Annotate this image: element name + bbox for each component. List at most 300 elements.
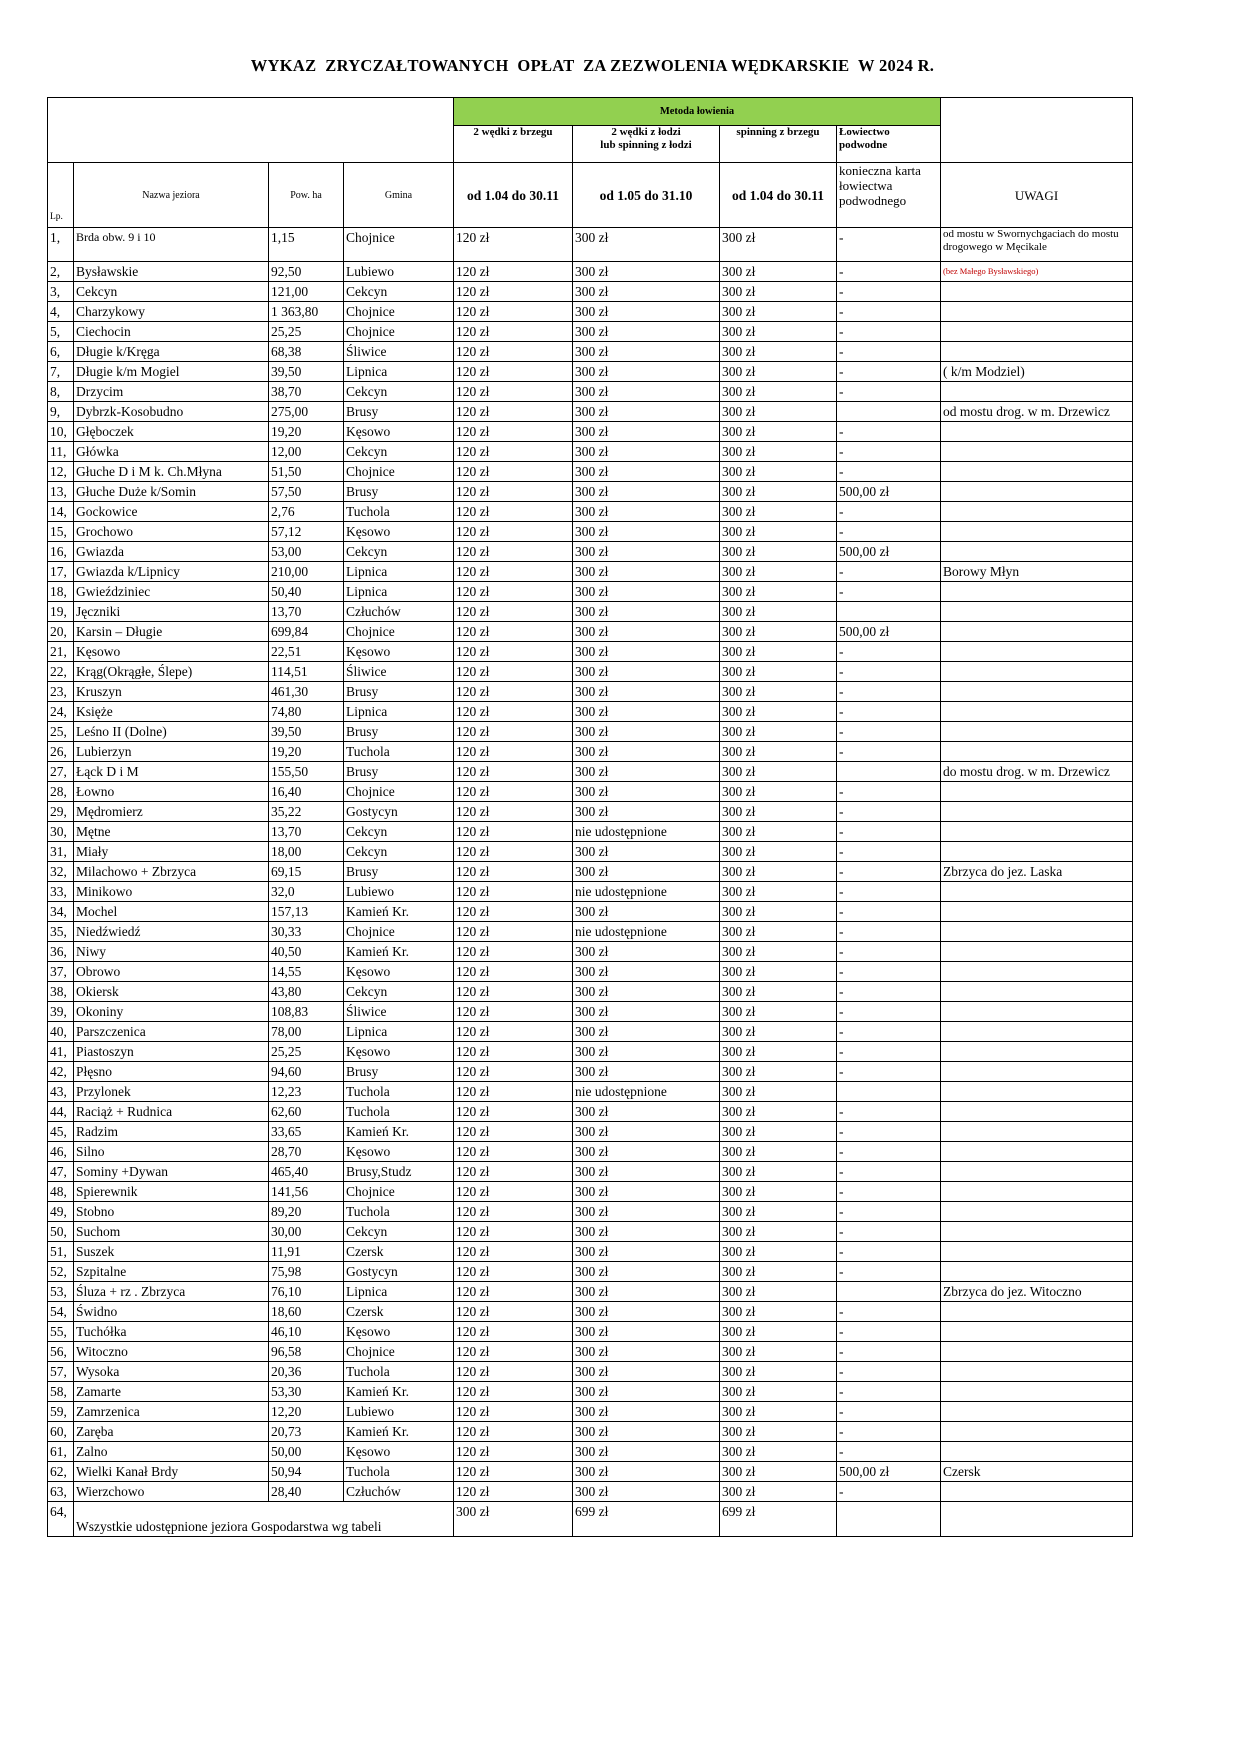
fee-boat-cell: nie udostępnione	[573, 822, 720, 842]
commune-cell: Czersk	[344, 1242, 454, 1262]
remarks-cell	[941, 982, 1133, 1002]
table-row	[48, 342, 1133, 362]
commune-cell: Człuchów	[344, 1482, 454, 1502]
fee-spinning-cell: 300 zł	[720, 228, 837, 262]
fees-table	[47, 97, 1133, 1537]
remarks-cell	[941, 1002, 1133, 1022]
area-cell: 157,13	[269, 902, 344, 922]
remarks-cell	[941, 322, 1133, 342]
fee-spinning-cell: 300 zł	[720, 1082, 837, 1102]
fee-shore-cell: 120 zł	[454, 562, 573, 582]
lake-name-cell: Drzycim	[74, 382, 269, 402]
fee-shore-cell: 120 zł	[454, 522, 573, 542]
remarks-cell	[941, 922, 1133, 942]
lp-cell: 45,	[48, 1122, 74, 1142]
lp-cell: 14,	[48, 502, 74, 522]
lp-cell: 18,	[48, 582, 74, 602]
fee-spinning-cell: 300 zł	[720, 1202, 837, 1222]
fee-shore-cell: 120 zł	[454, 1162, 573, 1182]
fee-spinning-cell: 300 zł	[720, 642, 837, 662]
remarks-cell	[941, 302, 1133, 322]
fee-boat-cell: 300 zł	[573, 1102, 720, 1122]
table-row	[48, 1162, 1133, 1182]
lp-cell: 21,	[48, 642, 74, 662]
fee-boat-cell: 300 zł	[573, 502, 720, 522]
area-cell: 53,00	[269, 542, 344, 562]
lake-name-cell: Parszczenica	[74, 1022, 269, 1042]
fee-boat-cell: 300 zł	[573, 462, 720, 482]
fee-underwater-cell: 500,00 zł	[837, 542, 941, 562]
fee-boat-cell: 300 zł	[573, 862, 720, 882]
area-cell: 11,91	[269, 1242, 344, 1262]
fee-underwater-cell: -	[837, 862, 941, 882]
remarks-cell	[941, 642, 1133, 662]
fee-boat-cell: 300 zł	[573, 482, 720, 502]
fee-shore-cell: 120 zł	[454, 922, 573, 942]
fee-underwater-cell: -	[837, 302, 941, 322]
fee-boat-cell: 300 zł	[573, 1242, 720, 1262]
lp-cell: 6,	[48, 342, 74, 362]
fee-shore-cell: 120 zł	[454, 342, 573, 362]
fee-boat-cell: 300 zł	[573, 422, 720, 442]
fee-boat-cell: 300 zł	[573, 228, 720, 262]
remarks-cell	[941, 482, 1133, 502]
remarks-cell	[941, 1102, 1133, 1122]
lake-name-cell: Leśno II (Dolne)	[74, 722, 269, 742]
area-cell: 89,20	[269, 1202, 344, 1222]
lp-cell: 23,	[48, 682, 74, 702]
fee-spinning-cell: 300 zł	[720, 322, 837, 342]
fee-boat-cell: 300 zł	[573, 1462, 720, 1482]
lake-name-cell: Mędromierz	[74, 802, 269, 822]
remarks-cell	[941, 882, 1133, 902]
fee-spinning-cell: 300 zł	[720, 1462, 837, 1482]
fee-boat-cell: 300 zł	[573, 982, 720, 1002]
table-row	[48, 882, 1133, 902]
fee-underwater-cell: -	[837, 722, 941, 742]
fee-spinning-cell: 300 zł	[720, 962, 837, 982]
fee-underwater-cell: -	[837, 1382, 941, 1402]
lp-cell: 59,	[48, 1402, 74, 1422]
lp-cell: 24,	[48, 702, 74, 722]
fee-spinning-cell: 300 zł	[720, 1122, 837, 1142]
fee-shore-cell: 120 zł	[454, 662, 573, 682]
fee-shore-cell: 120 zł	[454, 362, 573, 382]
fee-spinning-cell: 300 zł	[720, 1482, 837, 1502]
commune-cell: Cekcyn	[344, 282, 454, 302]
area-cell: 96,58	[269, 1342, 344, 1362]
fee-spinning-cell: 300 zł	[720, 1162, 837, 1182]
area-cell: 19,20	[269, 742, 344, 762]
lp-cell: 46,	[48, 1142, 74, 1162]
fee-boat-cell: 300 zł	[573, 522, 720, 542]
fee-underwater-cell: -	[837, 1022, 941, 1042]
lake-name-cell: Radzim	[74, 1122, 269, 1142]
remarks-cell	[941, 1322, 1133, 1342]
remarks-cell	[941, 1162, 1133, 1182]
lp-cell: 34,	[48, 902, 74, 922]
commune-cell: Cekcyn	[344, 842, 454, 862]
remarks-cell	[941, 682, 1133, 702]
fee-boat-cell: 300 zł	[573, 582, 720, 602]
remarks-cell	[941, 1202, 1133, 1222]
table-row	[48, 1202, 1133, 1222]
fee-underwater-cell: -	[837, 802, 941, 822]
table-row	[48, 602, 1133, 622]
lake-name-cell: Przylonek	[74, 1082, 269, 1102]
table-row	[48, 1462, 1133, 1482]
table-row	[48, 962, 1133, 982]
remarks-cell	[941, 282, 1133, 302]
fee-underwater-cell: -	[837, 1042, 941, 1062]
fee-spinning-cell: 300 zł	[720, 302, 837, 322]
fee-shore-cell: 120 zł	[454, 382, 573, 402]
fee-boat-cell: nie udostępnione	[573, 1082, 720, 1102]
fee-boat-cell: 300 zł	[573, 1122, 720, 1142]
fee-underwater-cell	[837, 1282, 941, 1302]
remarks-cell: od mostu drog. w m. Drzewicz	[941, 402, 1133, 422]
commune-cell: Brusy	[344, 1062, 454, 1082]
fee-shore-cell: 120 zł	[454, 702, 573, 722]
fee-underwater-cell	[837, 762, 941, 782]
commune-cell: Kęsowo	[344, 422, 454, 442]
fee-underwater-cell: 500,00 zł	[837, 482, 941, 502]
fee-boat-cell: 300 zł	[573, 622, 720, 642]
fee-underwater-cell: -	[837, 582, 941, 602]
fee-boat-cell: 300 zł	[573, 722, 720, 742]
lake-name-cell: Krąg(Okrągłe, Ślepe)	[74, 662, 269, 682]
table-row	[48, 382, 1133, 402]
fee-spinning-cell: 300 zł	[720, 862, 837, 882]
commune-cell: Kęsowo	[344, 522, 454, 542]
lake-name-cell: Witoczno	[74, 1342, 269, 1362]
fee-boat-cell: 300 zł	[573, 782, 720, 802]
fee-boat-cell: 300 zł	[573, 1262, 720, 1282]
lake-name-cell: Suchom	[74, 1222, 269, 1242]
lp-cell: 1,	[48, 228, 74, 262]
area-cell: 38,70	[269, 382, 344, 402]
lp-cell: 25,	[48, 722, 74, 742]
fee-shore-cell: 120 zł	[454, 1002, 573, 1022]
area-cell: 68,38	[269, 342, 344, 362]
area-cell: 22,51	[269, 642, 344, 662]
table-row	[48, 302, 1133, 322]
fee-underwater-cell: -	[837, 1362, 941, 1382]
fee-underwater-cell: -	[837, 522, 941, 542]
area-cell: 39,50	[269, 362, 344, 382]
remarks-cell	[941, 1242, 1133, 1262]
fee-shore-cell: 120 zł	[454, 882, 573, 902]
fee-underwater-cell	[837, 1082, 941, 1102]
lake-name-cell: Zamarte	[74, 1382, 269, 1402]
area-cell: 18,60	[269, 1302, 344, 1322]
remarks-cell	[941, 902, 1133, 922]
commune-cell: Lubiewo	[344, 262, 454, 282]
commune-cell: Tuchola	[344, 1082, 454, 1102]
fee-shore-cell: 120 zł	[454, 1142, 573, 1162]
commune-cell: Kęsowo	[344, 1442, 454, 1462]
header-row-columns	[48, 163, 1133, 228]
fee-spinning-cell: 300 zł	[720, 1062, 837, 1082]
commune-header: Gmina	[344, 163, 454, 228]
remarks-cell	[941, 442, 1133, 462]
table-row	[48, 702, 1133, 722]
fee-spinning-cell: 300 zł	[720, 622, 837, 642]
commune-cell: Śliwice	[344, 1002, 454, 1022]
fee-spinning-cell: 300 zł	[720, 382, 837, 402]
fee-underwater-cell: -	[837, 1002, 941, 1022]
fee-underwater-cell: -	[837, 1302, 941, 1322]
remarks-cell	[941, 722, 1133, 742]
lake-name-cell: Mochel	[74, 902, 269, 922]
commune-cell: Kęsowo	[344, 1322, 454, 1342]
commune-cell: Chojnice	[344, 1182, 454, 1202]
period-3: od 1.04 do 30.11	[720, 163, 837, 228]
commune-cell: Brusy	[344, 762, 454, 782]
remarks-cell	[941, 742, 1133, 762]
area-cell: 50,40	[269, 582, 344, 602]
lake-name-cell: Piastoszyn	[74, 1042, 269, 1062]
lp-cell: 49,	[48, 1202, 74, 1222]
remarks-cell	[941, 342, 1133, 362]
fee-underwater-cell: 500,00 zł	[837, 622, 941, 642]
table-row	[48, 442, 1133, 462]
fee-spinning-cell: 300 zł	[720, 702, 837, 722]
lp-cell: 26,	[48, 742, 74, 762]
fee-spinning-cell: 300 zł	[720, 422, 837, 442]
fee-underwater-cell: -	[837, 702, 941, 722]
fee-underwater-cell: -	[837, 642, 941, 662]
fee-boat-cell: 300 zł	[573, 1002, 720, 1022]
area-cell: 53,30	[269, 1382, 344, 1402]
fee-spinning-cell: 300 zł	[720, 1022, 837, 1042]
lake-name-cell: Lubierzyn	[74, 742, 269, 762]
lp-cell: 16,	[48, 542, 74, 562]
lp-cell: 33,	[48, 882, 74, 902]
period-1: od 1.04 do 30.11	[454, 163, 573, 228]
commune-cell: Kęsowo	[344, 1042, 454, 1062]
fee-boat-cell: 300 zł	[573, 702, 720, 722]
fee-underwater-cell: -	[837, 1262, 941, 1282]
lp-cell: 32,	[48, 862, 74, 882]
table-row	[48, 582, 1133, 602]
lp-cell: 13,	[48, 482, 74, 502]
fee-shore-cell: 120 zł	[454, 282, 573, 302]
fee-spinning-cell: 300 zł	[720, 1042, 837, 1062]
area-cell: 57,12	[269, 522, 344, 542]
table-row	[48, 982, 1133, 1002]
area-cell: 35,22	[269, 802, 344, 822]
fee-shore-cell: 120 zł	[454, 1462, 573, 1482]
fee-underwater-cell: -	[837, 1442, 941, 1462]
fee-spinning-cell: 300 zł	[720, 722, 837, 742]
fee-boat-cell: 300 zł	[573, 1022, 720, 1042]
lp-cell: 53,	[48, 1282, 74, 1302]
lake-name-cell: Wierzchowo	[74, 1482, 269, 1502]
fee-boat-cell: 300 zł	[573, 802, 720, 822]
lp-cell: 42,	[48, 1062, 74, 1082]
area-cell: 1 363,80	[269, 302, 344, 322]
lake-name-cell: Ciechocin	[74, 322, 269, 342]
lake-name-cell: Obrowo	[74, 962, 269, 982]
commune-cell: Chojnice	[344, 228, 454, 262]
fee-boat-cell: 300 zł	[573, 662, 720, 682]
table-row	[48, 802, 1133, 822]
fee-boat-cell: 300 zł	[573, 362, 720, 382]
table-row	[48, 262, 1133, 282]
fee-underwater-cell: -	[837, 1482, 941, 1502]
fee-underwater-cell: -	[837, 442, 941, 462]
fee-underwater-cell: -	[837, 1422, 941, 1442]
area-cell: 69,15	[269, 862, 344, 882]
fee-underwater-cell: -	[837, 1162, 941, 1182]
table-row	[48, 842, 1133, 862]
fee-boat-cell: 300 zł	[573, 442, 720, 462]
table-row	[48, 1242, 1133, 1262]
fee-shore-cell: 120 zł	[454, 442, 573, 462]
fee-boat-cell: 300 zł	[573, 1302, 720, 1322]
fee-boat-cell: 300 zł	[573, 322, 720, 342]
table-row	[48, 1402, 1133, 1422]
area-cell: 18,00	[269, 842, 344, 862]
fee-underwater-cell: -	[837, 682, 941, 702]
fee-boat-cell: 300 zł	[573, 942, 720, 962]
fee-spinning-cell: 300 zł	[720, 1262, 837, 1282]
commune-cell: Cekcyn	[344, 382, 454, 402]
fee-boat-cell: 300 zł	[573, 342, 720, 362]
remarks-cell	[941, 462, 1133, 482]
area-cell: 155,50	[269, 762, 344, 782]
fee-underwater-cell: -	[837, 922, 941, 942]
remarks-cell	[941, 962, 1133, 982]
fee-boat-cell: 300 zł	[573, 542, 720, 562]
remarks-cell	[941, 1042, 1133, 1062]
remarks-cell	[941, 502, 1133, 522]
fee-shore-cell: 120 zł	[454, 402, 573, 422]
remarks-cell	[941, 1122, 1133, 1142]
lp-cell: 60,	[48, 1422, 74, 1442]
area-cell: 12,20	[269, 1402, 344, 1422]
header-row-method	[48, 98, 1133, 126]
fee-spinning-cell: 300 zł	[720, 742, 837, 762]
table-row	[48, 1482, 1133, 1502]
fee-spinning-cell: 300 zł	[720, 602, 837, 622]
commune-cell: Brusy,Studz	[344, 1162, 454, 1182]
fee-shore-cell: 120 zł	[454, 322, 573, 342]
fee-spinning-cell: 300 zł	[720, 342, 837, 362]
table-row	[48, 742, 1133, 762]
lp-cell: 55,	[48, 1322, 74, 1342]
fee-underwater-cell: -	[837, 502, 941, 522]
area-cell: 74,80	[269, 702, 344, 722]
table-row	[48, 502, 1133, 522]
fee-spinning-cell: 300 zł	[720, 442, 837, 462]
area-cell: 465,40	[269, 1162, 344, 1182]
area-cell: 210,00	[269, 562, 344, 582]
area-cell: 114,51	[269, 662, 344, 682]
fee-boat-cell: 300 zł	[573, 1342, 720, 1362]
table-row	[48, 422, 1133, 442]
lp-cell: 43,	[48, 1082, 74, 1102]
area-cell: 28,70	[269, 1142, 344, 1162]
fee-spinning-cell: 300 zł	[720, 902, 837, 922]
remarks-cell	[941, 822, 1133, 842]
lp-cell: 50,	[48, 1222, 74, 1242]
fee-boat-cell: nie udostępnione	[573, 882, 720, 902]
fee-underwater-cell: -	[837, 1182, 941, 1202]
area-cell: 78,00	[269, 1022, 344, 1042]
commune-cell: Brusy	[344, 482, 454, 502]
lake-name-cell: Gockowice	[74, 502, 269, 522]
area-cell: 30,00	[269, 1222, 344, 1242]
lp-cell: 4,	[48, 302, 74, 322]
lake-name-cell: Księże	[74, 702, 269, 722]
lp-cell: 41,	[48, 1042, 74, 1062]
fee-shore-cell: 120 zł	[454, 482, 573, 502]
fee-underwater-cell: 500,00 zł	[837, 1462, 941, 1482]
remarks-cell	[941, 1402, 1133, 1422]
fee-spinning-cell: 300 zł	[720, 1382, 837, 1402]
lp-cell: 7,	[48, 362, 74, 382]
remarks-cell: Zbrzyca do jez. Laska	[941, 862, 1133, 882]
area-cell: 1,15	[269, 228, 344, 262]
area-cell: 62,60	[269, 1102, 344, 1122]
fee-shore-cell: 120 zł	[454, 1382, 573, 1402]
fee-shore-cell: 120 zł	[454, 1302, 573, 1322]
commune-cell: Cekcyn	[344, 542, 454, 562]
fee-underwater-cell: -	[837, 362, 941, 382]
lp-cell: 8,	[48, 382, 74, 402]
lp-cell: 56,	[48, 1342, 74, 1362]
commune-cell: Lubiewo	[344, 882, 454, 902]
fee-underwater-cell: -	[837, 962, 941, 982]
table-row	[48, 542, 1133, 562]
fee-boat-cell: 300 zł	[573, 1282, 720, 1302]
fee-underwater-cell: -	[837, 342, 941, 362]
fee-shore-cell: 120 zł	[454, 742, 573, 762]
remarks-cell	[941, 662, 1133, 682]
table-row	[48, 1262, 1133, 1282]
lake-name-cell: Głuche Duże k/Somin	[74, 482, 269, 502]
lp-cell: 3,	[48, 282, 74, 302]
remarks-cell	[941, 942, 1133, 962]
fee-shore-cell: 120 zł	[454, 942, 573, 962]
area-cell: 28,40	[269, 1482, 344, 1502]
fee-underwater-cell: -	[837, 1202, 941, 1222]
fee-spinning-cell: 300 zł	[720, 402, 837, 422]
remarks-cell	[941, 582, 1133, 602]
fee-underwater-cell: -	[837, 742, 941, 762]
lake-name-cell: Dybrzk-Kosobudno	[74, 402, 269, 422]
area-cell: 30,33	[269, 922, 344, 942]
fee-underwater-cell: -	[837, 382, 941, 402]
lp-cell: 62,	[48, 1462, 74, 1482]
fee-boat-cell: 300 zł	[573, 1422, 720, 1442]
lp-cell: 44,	[48, 1102, 74, 1122]
fee-boat-cell: 300 zł	[573, 1382, 720, 1402]
fee-boat-cell: 300 zł	[573, 602, 720, 622]
fee-shore-cell: 120 zł	[454, 1402, 573, 1422]
commune-cell: Gostycyn	[344, 802, 454, 822]
lake-name-cell: Kęsowo	[74, 642, 269, 662]
commune-cell: Chojnice	[344, 922, 454, 942]
fee-spinning-cell: 300 zł	[720, 662, 837, 682]
area-cell: 12,23	[269, 1082, 344, 1102]
commune-cell: Śliwice	[344, 662, 454, 682]
table-row	[48, 562, 1133, 582]
remarks-cell	[941, 422, 1133, 442]
remarks-cell: Czersk	[941, 1462, 1133, 1482]
